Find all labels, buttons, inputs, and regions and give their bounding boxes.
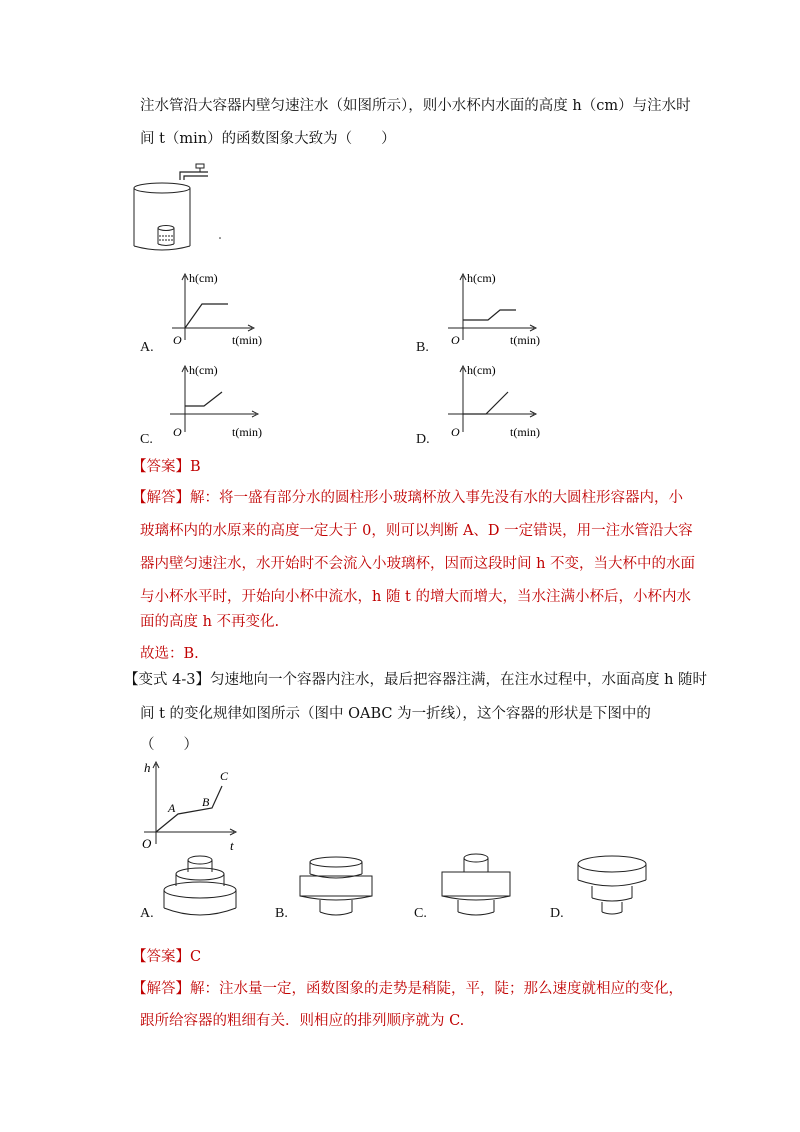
q1-option-d-label[interactable]: D. [416, 432, 430, 447]
q2-option-b-label[interactable]: B. [275, 906, 288, 921]
x-axis-label: t(min) [232, 333, 262, 347]
answer2 [132, 947, 201, 967]
q1-text-line2: 间 t（min）的函数图象大致为（ ） [140, 131, 396, 147]
graph-d-curve [463, 392, 508, 414]
q2-line1 [124, 670, 707, 690]
q2-line2: 间 t 的变化规律如图所示（图中 OABC 为一折线），这个容器的形状是下图中的 [140, 706, 651, 722]
origin-label: O [451, 425, 460, 439]
x-axis-label: t(min) [510, 425, 540, 439]
analysis2-line1 [132, 979, 683, 999]
y-axis-label: h(cm) [467, 363, 496, 377]
answer1-tag: 【答案】 [132, 459, 190, 475]
q2-option-c-label[interactable]: C. [414, 906, 427, 921]
answer1 [132, 457, 201, 477]
analysis2-line2: 跟所给容器的粗细有关．则相应的排列顺序就为 C. [140, 1013, 465, 1029]
q2-container-d[interactable] [572, 852, 652, 920]
q2-line3: （ ） [140, 737, 198, 753]
origin-label: O [173, 333, 182, 347]
q2-container-b[interactable] [296, 852, 376, 920]
origin-label: O [173, 425, 182, 439]
q2-polyline [156, 786, 222, 832]
graph-b-curve [463, 310, 516, 320]
q1-option-c-label[interactable]: C. [140, 432, 153, 447]
x-axis-label: t(min) [232, 425, 262, 439]
q2-point-b: B [202, 795, 210, 809]
q1-text-line1: 注水管沿大容器内壁匀速注水（如图所示），则小水杯内水面的高度 h（cm）与注水时 [140, 98, 691, 114]
graph-a-curve [185, 304, 228, 328]
q2-text-1: 匀速地向一个容器内注水，最后把容器注满，在注水过程中，水面高度 h 随时 [209, 672, 708, 688]
choose1: 故选：B. [140, 646, 199, 662]
container-illustration [130, 158, 240, 258]
analysis1-line3: 器内壁匀速注水，水开始时不会流入小玻璃杯，因而这段时间 h 不变，当大杯中的水面 [140, 556, 696, 572]
analysis1-text-0: 解：将一盛有部分水的圆柱形小玻璃杯放入事先没有水的大圆柱形容器内，小 [190, 490, 683, 506]
q2-option-d-label[interactable]: D. [550, 906, 564, 921]
q2-y-label: h [144, 760, 151, 775]
q2-tag: 【变式 4-3】 [124, 672, 210, 688]
q2-point-c: C [220, 769, 229, 783]
q1-option-b-label[interactable]: B. [416, 340, 429, 355]
q2-container-c[interactable] [436, 852, 516, 920]
q2-option-a-label[interactable]: A. [140, 906, 154, 921]
analysis2-text-1: 解：注水量一定，函数图象的走势是稍陡，平，陡；那么速度就相应的变化， [190, 981, 683, 997]
y-axis-label: h(cm) [189, 363, 218, 377]
origin-label: O [451, 333, 460, 347]
y-axis-label: h(cm) [467, 271, 496, 285]
answer2-value: C [190, 949, 202, 965]
q2-point-a: A [168, 801, 176, 815]
analysis1-line5: 面的高度 h 不再变化. [140, 614, 280, 630]
answer1-value: B [190, 459, 201, 475]
q2-x-label: t [230, 838, 234, 853]
y-axis-label: h(cm) [189, 271, 218, 285]
q2-graph [136, 758, 246, 854]
q2-container-a[interactable] [160, 852, 240, 920]
graph-c-curve [185, 392, 222, 406]
analysis2-tag: 【解答】 [132, 981, 190, 997]
q2-origin: O [142, 836, 152, 851]
analysis1-line4: 与小杯水平时，开始向小杯中流水，h 随 t 的增大而增大，当水注满小杯后，小杯内水 [140, 589, 691, 605]
q1-graph-a[interactable] [160, 268, 280, 352]
x-axis-label: t(min) [510, 333, 540, 347]
analysis1-line1 [132, 488, 683, 508]
analysis1-tag: 【解答】 [132, 490, 190, 506]
analysis1-line2: 玻璃杯内的水原来的高度一定大于 0，则可以判断 A、D 一定错误，用一注水管沿大容 [140, 523, 693, 539]
q1-graph-d[interactable] [438, 360, 558, 444]
q1-graph-c[interactable] [160, 360, 280, 444]
answer2-tag: 【答案】 [132, 949, 190, 965]
q1-option-a-label[interactable]: A. [140, 340, 154, 355]
q1-graph-b[interactable] [438, 268, 558, 352]
